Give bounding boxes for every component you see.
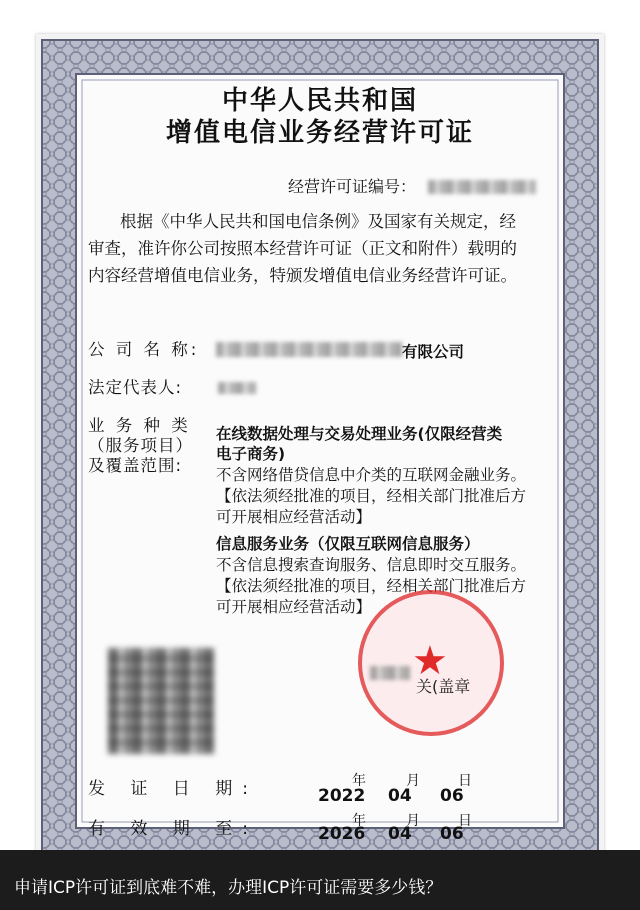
- valid-month: 04: [388, 824, 412, 844]
- business-label-line1: 业 务 种 类: [88, 416, 191, 435]
- business-line-3: 不含网络借贷信息中介类的互联网金融业务。: [216, 466, 527, 484]
- issue-year: 2022: [318, 786, 366, 806]
- business-line-7: 不含信息搜索查询服务、信息即时交互服务。: [216, 556, 527, 574]
- intro-line-1: 根据《中华人民共和国电信条例》及国家有关规定，经: [120, 212, 516, 231]
- business-line-2: 电子商务): [216, 445, 286, 463]
- business-line-8: 【依法须经批准的项目，经相关部门批准后方: [216, 577, 527, 595]
- issue-year-char: 年: [352, 773, 366, 789]
- seal-text: 关(盖章: [416, 677, 471, 696]
- license-number-redacted: [428, 180, 536, 194]
- valid-year: 2026: [318, 824, 366, 844]
- business-label-line2: （服务项目）: [88, 436, 193, 455]
- intro-line-3: 内容经营增值电信业务，特颁发增值电信业务经营许可证。: [88, 266, 517, 285]
- official-seal: [358, 590, 504, 736]
- qr-code-redacted: [108, 648, 214, 754]
- issue-month-char: 月: [406, 773, 420, 789]
- business-line-4: 【依法须经批准的项目，经相关部门批准后方: [216, 487, 527, 505]
- certificate: [36, 34, 604, 864]
- valid-year-char: 年: [352, 813, 366, 829]
- valid-until-label: 有 效 期 至:: [88, 819, 258, 839]
- company-name-redacted: [216, 342, 402, 357]
- valid-day-char: 日: [458, 813, 472, 829]
- business-line-6: 信息服务业务（仅限互联网信息服务）: [216, 535, 480, 553]
- caption-text: 申请ICP许可证到底难不难，办理ICP许可证需要多少钱？: [14, 878, 443, 898]
- business-label-line3: 及覆盖范围:: [88, 456, 183, 475]
- seal-text-redacted: [370, 666, 410, 680]
- caption-bar: [0, 850, 640, 910]
- business-line-9: 可开展相应经营活动】: [216, 598, 372, 616]
- intro-line-2: 审查，准许你公司按照本经营许可证（正文和附件）载明的: [88, 239, 517, 258]
- business-line-1: 在线数据处理与交易处理业务(仅限经营类: [216, 425, 503, 443]
- legal-representative-redacted: [218, 382, 256, 394]
- issue-day-char: 日: [458, 773, 472, 789]
- issue-day: 06: [440, 786, 464, 806]
- issue-date-label: 发 证 日 期:: [88, 779, 258, 799]
- valid-day: 06: [440, 824, 464, 844]
- certificate-title-line1: 中华人民共和国: [221, 86, 418, 116]
- certificate-title-line2: 增值电信业务经营许可证: [165, 118, 474, 148]
- legal-representative-label: 法定代表人:: [88, 378, 183, 397]
- license-number-label: 经营许可证编号：: [288, 177, 417, 196]
- company-name-value: 有限公司: [402, 343, 465, 361]
- business-line-5: 可开展相应经营活动】: [216, 508, 372, 526]
- seal-star-icon: ★: [412, 638, 448, 684]
- company-name-label: 公 司 名 称:: [88, 340, 200, 359]
- issue-month: 04: [388, 786, 412, 806]
- valid-month-char: 月: [406, 813, 420, 829]
